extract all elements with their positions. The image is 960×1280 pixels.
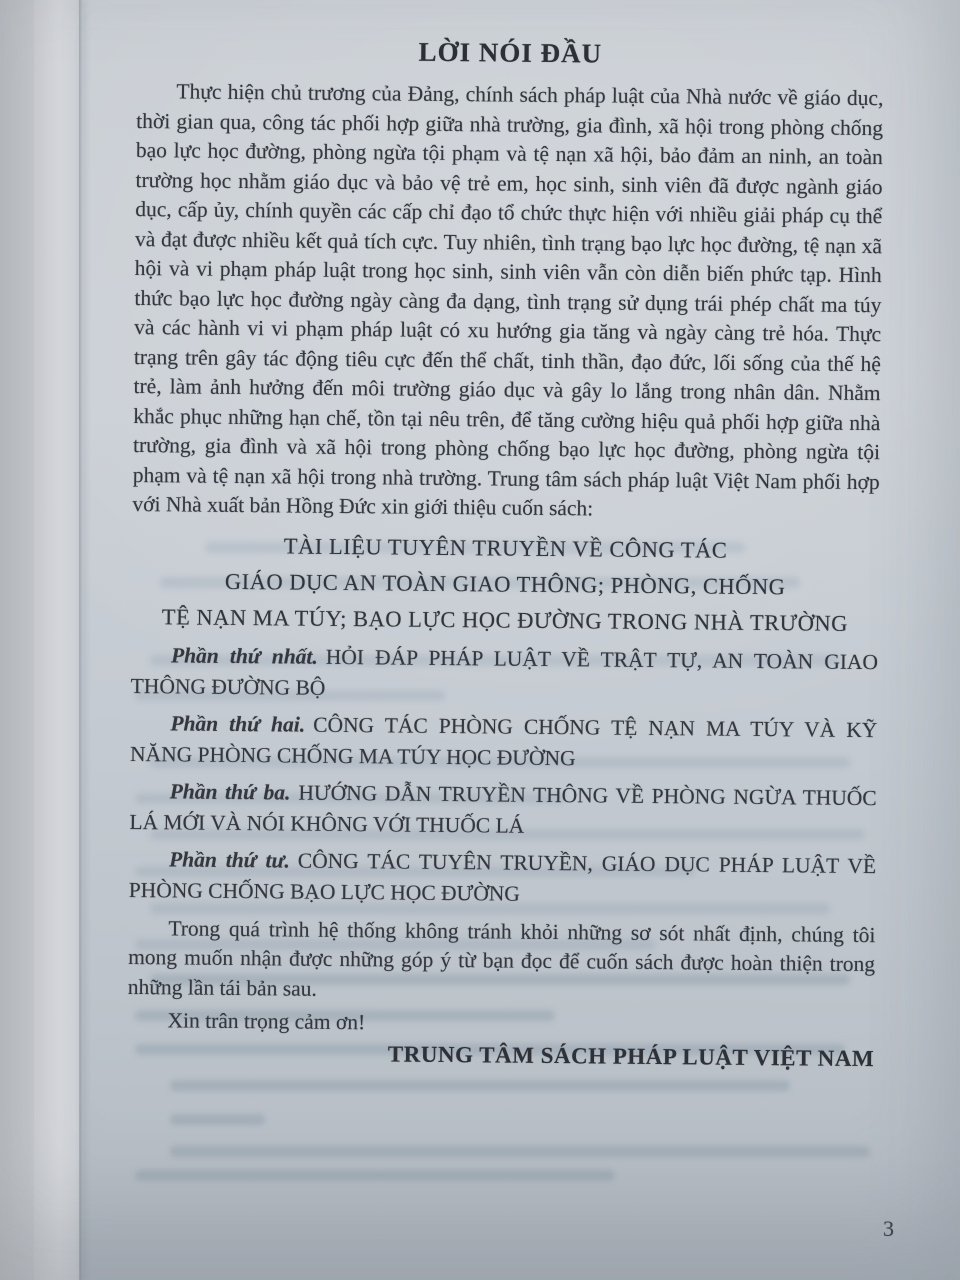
part-4-text: CÔNG TÁC TUYÊN TRUYỀN, GIÁO DỤC PHÁP LUẬT VỀ PHÒNG CHỐNG BẠO LỰC HỌC ĐƯỜNG <box>128 848 877 906</box>
part-2-label: Phần thứ hai. <box>170 710 306 737</box>
page-crease-shadow <box>79 0 83 1280</box>
part-3-label: Phần thứ ba. <box>169 778 291 805</box>
bleed-through-line <box>170 1114 265 1125</box>
closing-paragraph: Trong quá trình hệ thống không tránh khỏi những sơ sót nhất định, chúng tôi mong muốn nhận được những góp ý từ bạn đọc để cuốn sách được hoàn thiện trong những lần tái bản sau. <box>127 915 876 1001</box>
intro-paragraph: Thực hiện chủ trương của Đảng, chính sách pháp luật của Nhà nước về giáo dục, thời gian qua, công tác phối hợp giữa nhà trường, gia đình, xã hội trong phòng chống bạo lực học đường, phòng ngừa tội phạm và tệ nạn xã hội, bảo đảm an ninh, an toàn trường học nhằm giáo dục và bảo vệ trẻ em, học sinh, sinh viên đã được ngành giáo dục, cấp ủy, chính quyền các cấp chỉ đạo tổ chức thực hiện với nhiều giải pháp cụ thể và đạt được nhiều kết quả tích cực. Tuy nhiên, tình trạng bạo lực học đường, tệ nạn xã hội và vi phạm pháp luật trong học sinh, sinh viên vẫn còn diễn biến phức tạp. Hình thức bạo lực học đường ngày càng đa dạng, tình trạng sử dụng trái phép chất ma túy và các hành vi vi phạm pháp luật có xu hướng gia tăng và ngày càng trẻ hóa. Thực trạng trên gây tác động tiêu cực đến thể chất, tinh thần, đạo đức, lối sống của thế hệ trẻ, làm ảnh hưởng đến môi trường giáo dục và gây lo lắng trong nhân dân. Nhằm khắc phục những hạn chế, tồn tại nêu trên, để tăng cường hiệu quả phối hợp giữa nhà trường, gia đình và xã hội trong phòng chống bạo lực học đường, phòng ngừa tội phạm và tệ nạn xã hội trong nhà trường. Trung tâm sách pháp luật Việt Nam phối hợp với Nhà xuất bản Hồng Đức xin giới thiệu cuốn sách: <box>132 79 884 521</box>
book-title-block <box>131 526 879 641</box>
book-title-line-1: TÀI LIỆU TUYÊN TRUYỀN VỀ CÔNG TÁC <box>283 532 728 563</box>
page-number: 3 <box>883 1216 894 1241</box>
part-1-label: Phần thứ nhất. <box>170 642 318 669</box>
part-3-text: HƯỚNG DẪN TRUYỀN THÔNG VỀ PHÒNG NGỪA THUỐC LÁ MỚI VÀ NÓI KHÔNG VỚI THUỐC LÁ <box>129 780 877 838</box>
part-2-text: CÔNG TÁC PHÒNG CHỐNG TỆ NẠN MA TÚY VÀ KỸ NĂNG PHÒNG CHỐNG MA TÚY HỌC ĐƯỜNG <box>129 712 878 771</box>
bleed-through-line <box>135 1170 615 1181</box>
part-2 <box>130 707 878 777</box>
thanks-line: Xin trân trọng cảm ơn! <box>167 1008 366 1035</box>
page-title: LỜI NÓI ĐẦU <box>418 36 603 69</box>
bleed-through-line <box>170 1080 790 1091</box>
underlying-page-sliver <box>0 0 34 1280</box>
book-title-line-2: GIÁO DỤC AN TOÀN GIAO THÔNG; PHÒNG, CHỐNG <box>224 568 786 599</box>
page-content <box>127 34 884 1072</box>
part-4 <box>129 843 877 913</box>
part-3 <box>129 775 877 845</box>
publisher-signature: TRUNG TÂM SÁCH PHÁP LUẬT VIỆT NAM <box>387 1041 875 1072</box>
part-1 <box>131 639 879 709</box>
book-title-line-3: TỆ NẠN MA TÚY; BẠO LỰC HỌC ĐƯỜNG TRONG NHÀ TRƯỜNG <box>161 603 849 636</box>
bleed-through-line <box>170 1146 870 1157</box>
part-4-label: Phần thứ tư. <box>168 846 290 873</box>
page-edge <box>34 0 80 1280</box>
part-1-text: HỎI ĐÁP PHÁP LUẬT VỀ TRẬT TỰ, AN TOÀN GIAO THÔNG ĐƯỜNG BỘ <box>130 644 879 700</box>
